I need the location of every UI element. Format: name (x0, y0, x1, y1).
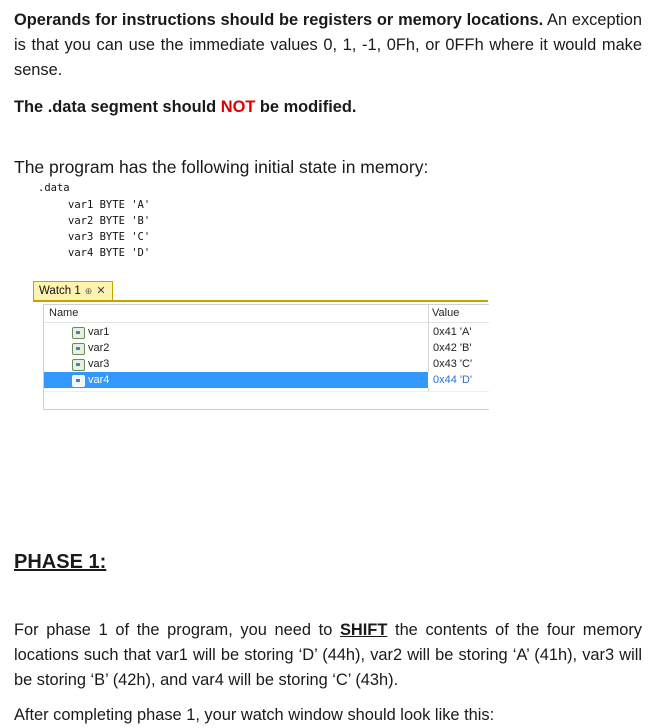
code-line-var3: var3 BYTE 'C' (68, 231, 151, 243)
watch-tab-label: Watch 1 (39, 285, 81, 297)
column-header-name[interactable]: Name (49, 307, 79, 319)
watch-window (33, 280, 488, 408)
watch-grid (43, 304, 489, 410)
variable-icon (72, 359, 85, 371)
intro-rest: An exception is that you can use the immediate values 0, 1, -1, 0Fh, or 0FFh where it would make sense. (14, 11, 643, 79)
code-line-var4: var4 BYTE 'D' (68, 247, 151, 259)
watch-tab[interactable] (33, 281, 113, 300)
variable-icon (72, 343, 85, 355)
initial-state-text: The program has the following initial state in memory: (14, 157, 429, 177)
watch-row-value[interactable]: 0x43 'C' (433, 358, 473, 370)
watch-row-var2[interactable] (44, 340, 489, 356)
phase-paragraph (14, 618, 642, 693)
code-line-var2: var2 BYTE 'B' (68, 215, 151, 227)
data-directive: .data (38, 182, 70, 194)
warning-after: be modified. (255, 98, 357, 116)
warning-highlight: NOT (220, 98, 256, 116)
column-header-value[interactable]: Value (432, 307, 460, 319)
header-divider (44, 322, 489, 323)
code-line-var1: var1 BYTE 'A' (68, 199, 151, 211)
phase-text-before: For phase 1 of the program, you need to (14, 621, 340, 639)
watch-row-name: var3 (88, 358, 110, 370)
watch-row-name: var4 (88, 374, 110, 386)
phase-heading: PHASE 1: (14, 551, 107, 573)
watch-row-name: var1 (88, 326, 110, 338)
warning-before: The .data segment should (14, 98, 221, 116)
watch-tab-bar (33, 280, 488, 302)
watch-row-value[interactable]: 0x41 'A' (433, 326, 472, 338)
watch-row-var3[interactable] (44, 356, 489, 372)
phase-text-after: the contents of the four memory locations such that var1 will be storing ‘D’ (44h), var2 will be storing ‘A’ (41h), var3 will be storing ‘B’ (42h), and var4 will be storing ‘C’ (43h). (14, 621, 642, 689)
watch-row-value[interactable]: 0x42 'B' (433, 342, 472, 354)
intro-bold-lead: Operands for instructions should be registers or memory locations. (14, 11, 544, 29)
pin-icon[interactable]: ⊕ (84, 286, 93, 296)
watch-row-name: var2 (88, 342, 110, 354)
watch-row-value[interactable]: 0x44 'D' (433, 374, 473, 386)
phase-keyword: SHIFT (339, 621, 388, 639)
empty-row-line (44, 391, 489, 392)
variable-icon (72, 375, 85, 387)
close-icon[interactable]: ✕ (96, 285, 106, 297)
watch-row-var4-selected[interactable] (44, 372, 489, 388)
watch-row-var1[interactable] (44, 324, 489, 340)
variable-icon (72, 327, 85, 339)
after-text: After completing phase 1, your watch window should look like this: (14, 706, 495, 724)
intro-paragraph (14, 8, 642, 83)
warning-line (14, 95, 642, 120)
